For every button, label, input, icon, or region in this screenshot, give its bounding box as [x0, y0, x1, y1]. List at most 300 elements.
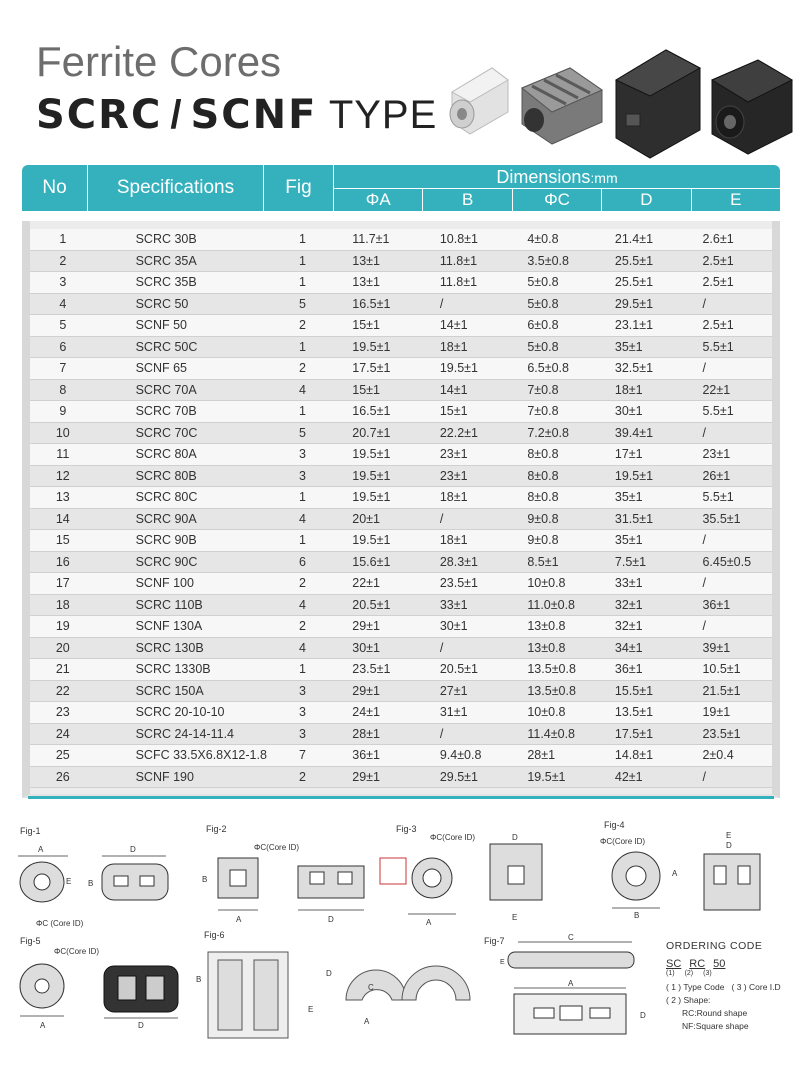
cell-e: / [702, 296, 706, 311]
cell-fig: 3 [299, 447, 306, 462]
cell-d: 35±1 [614, 339, 643, 354]
cell-no: 10 [55, 425, 70, 440]
cell-c: 8±0.8 [527, 447, 559, 462]
table-row [30, 272, 772, 294]
svg-text:D: D [512, 833, 518, 842]
cell-d: 32±1 [614, 597, 643, 612]
table-row [30, 229, 772, 251]
product-photos [430, 30, 800, 160]
cell-a: 28±1 [352, 726, 380, 741]
cell-d: 30±1 [614, 404, 643, 419]
cell-e: / [702, 619, 706, 634]
cell-e: 22±1 [702, 382, 731, 397]
cell-c: 13.5±0.8 [527, 662, 576, 677]
cell-a: 29±1 [352, 769, 380, 784]
fig3-label: Fig-3 [396, 824, 417, 834]
col-header-spec: Specifications [88, 165, 264, 211]
svg-text:B: B [196, 975, 202, 984]
cell-c: 6±0.8 [527, 318, 559, 333]
cell-c: 5±0.8 [527, 296, 559, 311]
cell-b: 14±1 [439, 382, 468, 397]
svg-text:A: A [672, 869, 678, 878]
code-num-2: (2) [684, 970, 694, 977]
cell-d: 34±1 [614, 640, 643, 655]
cell-b: / [439, 296, 444, 311]
cell-b: 28.3±1 [439, 554, 478, 569]
cell-d: 23.1±1 [614, 318, 654, 333]
cell-c: 10±0.8 [527, 576, 566, 591]
core-id-legend: ( 3 ) Core I.D [731, 982, 781, 992]
table-row [30, 315, 772, 337]
cell-c: 5±0.8 [527, 339, 559, 354]
table-row [30, 358, 772, 380]
cell-e: / [702, 576, 706, 591]
cell-b: / [439, 726, 444, 741]
cell-no: 9 [59, 404, 67, 419]
svg-text:D: D [138, 1021, 144, 1030]
cell-e: 5.5±1 [702, 490, 734, 505]
cell-e: / [702, 769, 706, 784]
fig7-drawing [490, 932, 660, 1052]
cell-e: 36±1 [702, 597, 731, 612]
cell-fig: 5 [299, 296, 306, 311]
cell-spec: SCRC 1330B [135, 662, 211, 677]
cell-no: 14 [55, 511, 70, 526]
cell-no: 2 [59, 253, 67, 268]
cell-fig: 1 [299, 533, 306, 548]
cell-a: 19.5±1 [352, 447, 391, 462]
svg-text:E: E [500, 959, 505, 966]
black-round-core-image [712, 60, 792, 154]
cell-d: 25.5±1 [614, 275, 654, 290]
cell-a: 30±1 [352, 640, 380, 655]
cell-no: 6 [59, 339, 67, 354]
cell-d: 13.5±1 [614, 705, 654, 720]
cell-c: 28±1 [527, 748, 556, 763]
cell-b: 10.8±1 [439, 232, 478, 247]
table-row [30, 616, 772, 638]
cell-d: 29.5±1 [614, 296, 654, 311]
cell-no: 20 [55, 640, 70, 655]
cell-spec: SCRC 50C [135, 339, 198, 354]
table-row [30, 380, 772, 402]
cell-fig: 7 [299, 748, 306, 763]
cell-c: 7.2±0.8 [527, 425, 569, 440]
ordering-line-2: ( 2 ) Shape: [666, 995, 711, 1005]
cell-fig: 1 [299, 662, 306, 677]
table-row [30, 444, 772, 466]
svg-text:A: A [236, 915, 242, 924]
table-row [30, 251, 772, 273]
ordering-line-3: RC:Round shape [682, 1008, 748, 1018]
figures-area [0, 812, 810, 1069]
svg-text:E: E [66, 877, 72, 886]
col-header-a: ΦA [334, 189, 423, 211]
cell-c: 13±0.8 [527, 640, 566, 655]
cell-spec: SCRC 35A [135, 253, 197, 268]
cell-b: 18±1 [439, 533, 468, 548]
fig4-drawing [596, 830, 796, 920]
cell-c: 8±0.8 [527, 468, 559, 483]
code-part-3: 50 [713, 958, 726, 970]
spec-table [22, 165, 780, 798]
cell-spec: SCRC 70B [135, 404, 197, 419]
cell-no: 15 [55, 533, 70, 548]
svg-text:E: E [308, 1005, 314, 1014]
cell-e: 19±1 [702, 705, 731, 720]
cell-e: 5.5±1 [702, 339, 734, 354]
cell-c: 7±0.8 [527, 404, 559, 419]
svg-text:A: A [568, 979, 574, 988]
cell-b: 9.4±0.8 [439, 748, 482, 763]
col-header-fig: Fig [264, 165, 334, 211]
cell-e: 26±1 [702, 468, 731, 483]
table-row [30, 509, 772, 531]
cell-e: 2.5±1 [702, 275, 734, 290]
col-header-d: D [602, 189, 691, 211]
title-type: TYPE [328, 93, 438, 137]
cell-fig: 1 [299, 275, 306, 290]
cell-a: 15±1 [352, 382, 380, 397]
svg-text:D: D [130, 845, 136, 854]
fig2-drawing [198, 838, 378, 928]
cell-spec: SCRC 30B [135, 232, 197, 247]
cell-b: 33±1 [439, 597, 468, 612]
grey-core-image [522, 68, 602, 144]
cell-no: 23 [55, 705, 70, 720]
cell-e: / [702, 533, 706, 548]
fig4-label: Fig-4 [604, 820, 625, 830]
cell-b: 14±1 [439, 318, 468, 333]
cell-a: 19.5±1 [352, 490, 391, 505]
cell-a: 15.6±1 [352, 554, 391, 569]
cell-a: 29±1 [352, 619, 380, 634]
cell-b: 31±1 [439, 705, 468, 720]
cell-no: 8 [59, 382, 67, 397]
cell-d: 18±1 [614, 382, 643, 397]
table-row [30, 724, 772, 746]
cell-fig: 5 [299, 425, 306, 440]
table-row [30, 487, 772, 509]
cell-fig: 2 [299, 361, 306, 376]
ordering-code-title: ORDERING CODE [666, 940, 763, 952]
table-row [30, 638, 772, 660]
cell-no: 11 [56, 447, 70, 462]
cell-e: 2±0.4 [702, 748, 734, 763]
table-row [30, 767, 772, 789]
cell-c: 8±0.8 [527, 490, 559, 505]
cell-no: 16 [55, 554, 70, 569]
cell-no: 13 [55, 490, 70, 505]
cell-spec: SCRC 24-14-11.4 [135, 726, 235, 741]
cell-spec: SCRC 110B [135, 597, 203, 612]
cell-fig: 6 [299, 554, 306, 569]
cell-fig: 1 [299, 404, 306, 419]
cell-d: 25.5±1 [614, 253, 654, 268]
fig5-core-id: ΦC(Core ID) [54, 947, 100, 956]
table-row [30, 595, 772, 617]
fig4-core-id: ΦC(Core ID) [600, 837, 646, 846]
cell-c: 3.5±0.8 [527, 253, 569, 268]
svg-text:B: B [202, 875, 208, 884]
cell-b: 15±1 [439, 404, 468, 419]
code-num-3: (3) [703, 970, 712, 977]
cell-e: 35.5±1 [702, 511, 741, 526]
cell-b: 19.5±1 [439, 361, 478, 376]
cell-e: 39±1 [702, 640, 731, 655]
table-row [30, 702, 772, 724]
cell-spec: SCRC 50 [135, 296, 189, 311]
dimension-columns [334, 189, 780, 211]
col-header-e: E [730, 190, 742, 209]
cell-spec: SCNF 190 [135, 769, 194, 784]
col-header-dimensions [334, 167, 780, 189]
cell-d: 17.5±1 [614, 726, 654, 741]
svg-text:A: A [426, 918, 432, 927]
cell-b: 22.2±1 [439, 425, 478, 440]
cell-d: 31.5±1 [614, 511, 654, 526]
ordering-code-example [666, 958, 806, 970]
svg-text:D: D [328, 915, 334, 924]
cell-b: 27±1 [439, 683, 468, 698]
svg-text:A: A [38, 845, 44, 854]
cell-no: 21 [55, 662, 70, 677]
title-scrc: SCRC [36, 92, 163, 138]
cell-e: / [702, 361, 706, 376]
svg-text:D: D [726, 841, 732, 850]
cell-c: 9±0.8 [527, 533, 559, 548]
cell-c: 10±0.8 [527, 705, 566, 720]
cell-spec: SCRC 90A [135, 511, 197, 526]
cell-d: 7.5±1 [614, 554, 647, 569]
cell-spec: SCRC 90C [135, 554, 198, 569]
cell-a: 24±1 [352, 705, 380, 720]
table-row [30, 681, 772, 703]
cell-d: 14.8±1 [614, 748, 654, 763]
title-slash: / [170, 93, 183, 137]
cell-e: 23±1 [702, 447, 731, 462]
type-code-legend: ( 1 ) Type Code [666, 982, 725, 992]
cell-d: 32.5±1 [614, 361, 654, 376]
table-header [22, 165, 780, 211]
cell-spec: SCNF 50 [135, 318, 187, 333]
fig6-drawing [196, 940, 486, 1050]
ordering-line-1 [666, 981, 806, 994]
cell-fig: 2 [299, 576, 306, 591]
cell-c: 5±0.8 [527, 275, 559, 290]
cell-a: 22±1 [352, 576, 380, 591]
table-row [30, 659, 772, 681]
table-row [30, 401, 772, 423]
cell-d: 33±1 [614, 576, 643, 591]
cell-spec: SCRC 80C [135, 490, 198, 505]
col-header-c: ΦC [513, 189, 602, 211]
cell-c: 6.5±0.8 [527, 361, 569, 376]
cell-e: 21.5±1 [702, 683, 741, 698]
divider-line [28, 796, 774, 799]
cell-e: 2.5±1 [702, 253, 734, 268]
cell-c: 13±0.8 [527, 619, 566, 634]
table-row [30, 530, 772, 552]
ordering-code-numbers [666, 970, 806, 977]
cell-no: 5 [59, 318, 67, 333]
cell-e: 2.5±1 [702, 318, 734, 333]
cell-fig: 4 [299, 382, 306, 397]
table-row [30, 466, 772, 488]
cell-fig: 3 [299, 683, 306, 698]
cell-b: 23.5±1 [439, 576, 478, 591]
cell-c: 11.0±0.8 [527, 597, 575, 612]
cell-d: 36±1 [614, 662, 643, 677]
svg-text:C: C [368, 983, 374, 992]
cell-no: 17 [55, 576, 70, 591]
cell-spec: SCFC 33.5X6.8X12-1.8 [135, 748, 267, 763]
cell-spec: SCRC 70C [135, 425, 198, 440]
cell-spec: SCRC 70A [135, 382, 197, 397]
table-row [30, 552, 772, 574]
cell-fig: 1 [299, 490, 306, 505]
cell-b: 29.5±1 [439, 769, 478, 784]
cell-b: 30±1 [439, 619, 468, 634]
cell-no: 18 [55, 597, 70, 612]
cell-spec: SCNF 130A [135, 619, 203, 634]
cell-fig: 4 [299, 511, 306, 526]
cell-fig: 1 [299, 232, 306, 247]
cell-c: 8.5±1 [527, 554, 559, 569]
fig1-core-id: ΦC (Core ID) [36, 919, 84, 928]
cell-spec: SCNF 65 [135, 361, 187, 376]
cell-no: 22 [55, 683, 70, 698]
cell-spec: SCRC 80B [135, 468, 197, 483]
cell-spec: SCRC 90B [135, 533, 197, 548]
cell-d: 19.5±1 [614, 468, 654, 483]
cell-a: 16.5±1 [352, 296, 391, 311]
page-title: Ferrite Cores [36, 38, 282, 85]
svg-text:D: D [640, 1011, 646, 1020]
cell-c: 13.5±0.8 [527, 683, 576, 698]
cell-a: 20.7±1 [352, 425, 391, 440]
cell-a: 36±1 [352, 748, 380, 763]
cell-spec: SCNF 100 [135, 576, 194, 591]
fig6-label: Fig-6 [204, 930, 225, 940]
ordering-line-4: NF:Square shape [682, 1021, 749, 1031]
col-header-no: No [22, 165, 88, 211]
cell-a: 20±1 [352, 511, 380, 526]
ordering-code [666, 940, 806, 1033]
cell-b: 20.5±1 [439, 662, 478, 677]
cell-spec: SCRC 80A [135, 447, 197, 462]
cell-d: 35±1 [614, 533, 643, 548]
cell-a: 29±1 [352, 683, 380, 698]
cell-fig: 3 [299, 468, 306, 483]
svg-text:C: C [568, 933, 574, 942]
cell-fig: 3 [299, 705, 306, 720]
cell-e: 2.6±1 [702, 232, 734, 247]
fig7-label: Fig-7 [484, 936, 505, 946]
title-scnf: SCNF [190, 92, 318, 138]
table-row [30, 573, 772, 595]
cell-b: / [439, 511, 444, 526]
cell-d: 32±1 [614, 619, 643, 634]
cell-c: 11.4±0.8 [527, 726, 575, 741]
cell-c: 7±0.8 [527, 382, 559, 397]
cell-b: 18±1 [439, 490, 468, 505]
svg-text:B: B [88, 879, 94, 888]
cell-b: 23±1 [439, 468, 468, 483]
cell-no: 25 [55, 748, 70, 763]
cell-c: 4±0.8 [527, 232, 559, 247]
cell-a: 13±1 [352, 253, 380, 268]
cell-e: 10.5±1 [702, 662, 741, 677]
table-body [22, 221, 780, 798]
dimensions-label: Dimensions [496, 167, 591, 187]
cell-c: 19.5±1 [527, 769, 566, 784]
cell-no: 19 [55, 619, 70, 634]
fig3-core-id: ΦC(Core ID) [430, 833, 476, 842]
cell-a: 20.5±1 [352, 597, 391, 612]
cell-no: 7 [59, 361, 67, 376]
cell-d: 17±1 [614, 447, 643, 462]
black-square-core-image [616, 50, 700, 158]
page-subtitle [36, 92, 437, 138]
cell-no: 3 [59, 275, 67, 290]
cell-e: 6.45±0.5 [702, 554, 752, 569]
fig3-drawing [378, 828, 558, 928]
svg-text:E: E [512, 913, 518, 922]
code-part-1: SC [666, 958, 682, 970]
cell-fig: 2 [299, 769, 306, 784]
white-core-image [450, 68, 508, 134]
dimensions-unit: :mm [590, 170, 618, 186]
cell-a: 13±1 [352, 275, 380, 290]
cell-e: 5.5±1 [702, 404, 734, 419]
code-part-2: RC [689, 958, 706, 970]
fig1-label: Fig-1 [20, 826, 41, 836]
fig5-label: Fig-5 [20, 936, 41, 946]
cell-d: 35±1 [614, 490, 643, 505]
cell-no: 26 [55, 769, 70, 784]
cell-spec: SCRC 20-10-10 [135, 705, 225, 720]
cell-b: 11.8±1 [439, 253, 478, 268]
cell-d: 15.5±1 [614, 683, 654, 698]
cell-fig: 1 [299, 253, 306, 268]
cell-fig: 2 [299, 318, 306, 333]
cell-b: 18±1 [439, 339, 468, 354]
cell-b: / [439, 640, 444, 655]
cell-a: 19.5±1 [352, 468, 391, 483]
cell-a: 16.5±1 [352, 404, 391, 419]
fig5-drawing [14, 940, 194, 1030]
cell-fig: 4 [299, 640, 306, 655]
cell-fig: 4 [299, 597, 306, 612]
svg-text:D: D [326, 969, 332, 978]
fig1-drawing [14, 842, 184, 932]
cell-b: 23±1 [439, 447, 468, 462]
fig2-core-id: ΦC(Core ID) [254, 843, 300, 852]
cell-a: 11.7±1 [352, 232, 390, 247]
cell-no: 1 [59, 232, 67, 247]
table-row [30, 745, 772, 767]
svg-text:A: A [364, 1017, 370, 1026]
cell-fig: 1 [299, 339, 306, 354]
table-row [30, 423, 772, 445]
cell-spec: SCRC 35B [135, 275, 197, 290]
cell-d: 39.4±1 [614, 425, 654, 440]
table-row [30, 337, 772, 359]
cell-fig: 3 [299, 726, 306, 741]
cell-e: / [702, 425, 706, 440]
cell-a: 19.5±1 [352, 533, 391, 548]
